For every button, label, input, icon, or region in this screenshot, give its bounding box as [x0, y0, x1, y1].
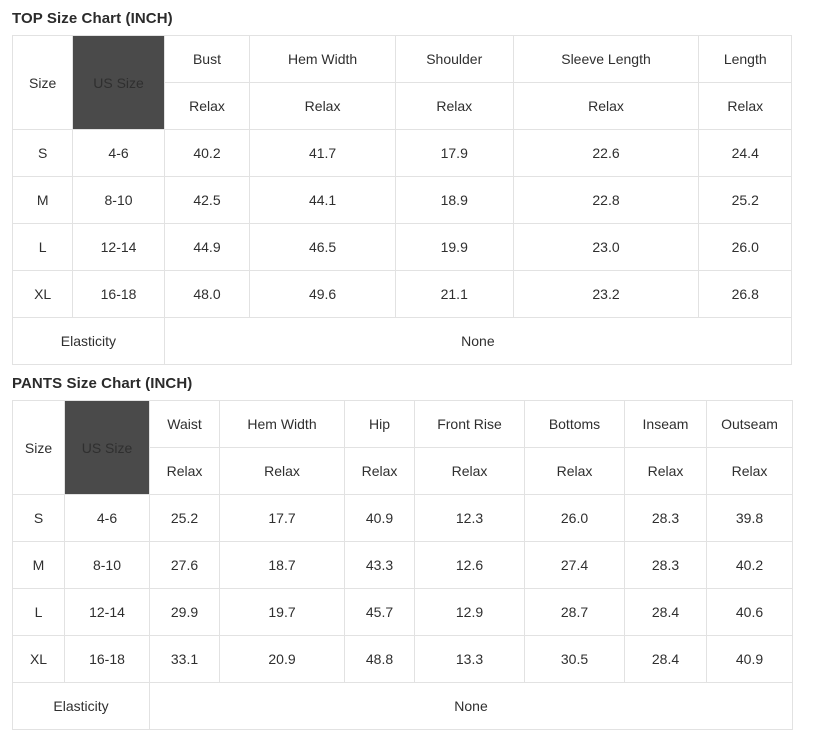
header-sleeve-length: Sleeve Length: [513, 36, 699, 83]
pants-chart-title: PANTS Size Chart (INCH): [12, 375, 193, 392]
row-bust: 44.9: [164, 224, 249, 271]
row-hip: 40.9: [345, 495, 415, 542]
subheader-relax-outseam: Relax: [707, 448, 793, 495]
header-length: Length: [699, 36, 792, 83]
row-bust: 48.0: [164, 271, 249, 318]
row-size: S: [13, 130, 73, 177]
row-inseam: 28.4: [625, 589, 707, 636]
row-inseam: 28.3: [625, 542, 707, 589]
row-outseam: 40.9: [707, 636, 793, 683]
row-waist: 33.1: [150, 636, 220, 683]
row-hip: 43.3: [345, 542, 415, 589]
row-size: L: [13, 589, 65, 636]
row-bust: 40.2: [164, 130, 249, 177]
subheader-relax-bottoms: Relax: [525, 448, 625, 495]
row-hem-width: 49.6: [250, 271, 396, 318]
row-bust: 42.5: [164, 177, 249, 224]
header-waist: Waist: [150, 401, 220, 448]
subheader-relax-length: Relax: [699, 83, 792, 130]
table-row: [13, 271, 792, 318]
row-outseam: 40.6: [707, 589, 793, 636]
subheader-relax-bust: Relax: [164, 83, 249, 130]
row-front-rise: 12.6: [415, 542, 525, 589]
row-us-size: 8-10: [73, 177, 164, 224]
row-outseam: 40.2: [707, 542, 793, 589]
row-hem-width: 20.9: [220, 636, 345, 683]
row-waist: 29.9: [150, 589, 220, 636]
row-size: M: [13, 542, 65, 589]
row-front-rise: 13.3: [415, 636, 525, 683]
table-header-row: [13, 36, 792, 83]
header-shoulder: Shoulder: [395, 36, 513, 83]
row-bottoms: 26.0: [525, 495, 625, 542]
row-sleeve-length: 22.6: [513, 130, 699, 177]
row-shoulder: 19.9: [395, 224, 513, 271]
header-outseam: Outseam: [707, 401, 793, 448]
row-outseam: 39.8: [707, 495, 793, 542]
row-length: 24.4: [699, 130, 792, 177]
table-row: [13, 224, 792, 271]
row-bottoms: 30.5: [525, 636, 625, 683]
row-inseam: 28.3: [625, 495, 707, 542]
row-us-size: 16-18: [65, 636, 150, 683]
row-size: M: [13, 177, 73, 224]
row-length: 26.0: [699, 224, 792, 271]
row-size: XL: [13, 271, 73, 318]
header-us-size: US Size: [73, 36, 164, 130]
row-hem-width: 18.7: [220, 542, 345, 589]
table-row: [13, 636, 793, 683]
table-header-row: [13, 401, 793, 448]
row-bottoms: 27.4: [525, 542, 625, 589]
elasticity-row: [13, 683, 793, 730]
header-bust: Bust: [164, 36, 249, 83]
row-bottoms: 28.7: [525, 589, 625, 636]
subheader-relax-shoulder: Relax: [395, 83, 513, 130]
subheader-relax-waist: Relax: [150, 448, 220, 495]
row-sleeve-length: 23.2: [513, 271, 699, 318]
table-row: [13, 589, 793, 636]
table-row: [13, 130, 792, 177]
row-hem-width: 19.7: [220, 589, 345, 636]
elasticity-label: Elasticity: [13, 318, 165, 365]
header-hip: Hip: [345, 401, 415, 448]
subheader-relax-hem-width: Relax: [250, 83, 396, 130]
elasticity-row: [13, 318, 792, 365]
row-size: XL: [13, 636, 65, 683]
elasticity-value: None: [150, 683, 793, 730]
row-shoulder: 21.1: [395, 271, 513, 318]
row-sleeve-length: 22.8: [513, 177, 699, 224]
row-shoulder: 18.9: [395, 177, 513, 224]
row-shoulder: 17.9: [395, 130, 513, 177]
header-size: Size: [13, 36, 73, 130]
row-us-size: 12-14: [73, 224, 164, 271]
table-row: [13, 495, 793, 542]
row-size: S: [13, 495, 65, 542]
elasticity-value: None: [164, 318, 791, 365]
row-us-size: 8-10: [65, 542, 150, 589]
row-hip: 45.7: [345, 589, 415, 636]
header-front-rise: Front Rise: [415, 401, 525, 448]
row-us-size: 4-6: [65, 495, 150, 542]
elasticity-label: Elasticity: [13, 683, 150, 730]
pants-size-table: [12, 400, 793, 730]
row-hem-width: 17.7: [220, 495, 345, 542]
row-length: 26.8: [699, 271, 792, 318]
row-waist: 25.2: [150, 495, 220, 542]
row-waist: 27.6: [150, 542, 220, 589]
row-us-size: 16-18: [73, 271, 164, 318]
row-size: L: [13, 224, 73, 271]
header-hem-width: Hem Width: [250, 36, 396, 83]
subheader-relax-inseam: Relax: [625, 448, 707, 495]
row-length: 25.2: [699, 177, 792, 224]
subheader-relax-front-rise: Relax: [415, 448, 525, 495]
header-inseam: Inseam: [625, 401, 707, 448]
row-hem-width: 44.1: [250, 177, 396, 224]
row-front-rise: 12.9: [415, 589, 525, 636]
top-size-table: [12, 35, 792, 365]
top-chart-title: TOP Size Chart (INCH): [12, 10, 173, 27]
row-us-size: 4-6: [73, 130, 164, 177]
row-inseam: 28.4: [625, 636, 707, 683]
subheader-relax-hip: Relax: [345, 448, 415, 495]
subheader-relax-hem-width: Relax: [220, 448, 345, 495]
subheader-relax-sleeve-length: Relax: [513, 83, 699, 130]
row-hip: 48.8: [345, 636, 415, 683]
row-us-size: 12-14: [65, 589, 150, 636]
header-size: Size: [13, 401, 65, 495]
table-row: [13, 177, 792, 224]
row-hem-width: 46.5: [250, 224, 396, 271]
row-front-rise: 12.3: [415, 495, 525, 542]
header-bottoms: Bottoms: [525, 401, 625, 448]
header-us-size: US Size: [65, 401, 150, 495]
row-hem-width: 41.7: [250, 130, 396, 177]
row-sleeve-length: 23.0: [513, 224, 699, 271]
header-hem-width: Hem Width: [220, 401, 345, 448]
table-row: [13, 542, 793, 589]
